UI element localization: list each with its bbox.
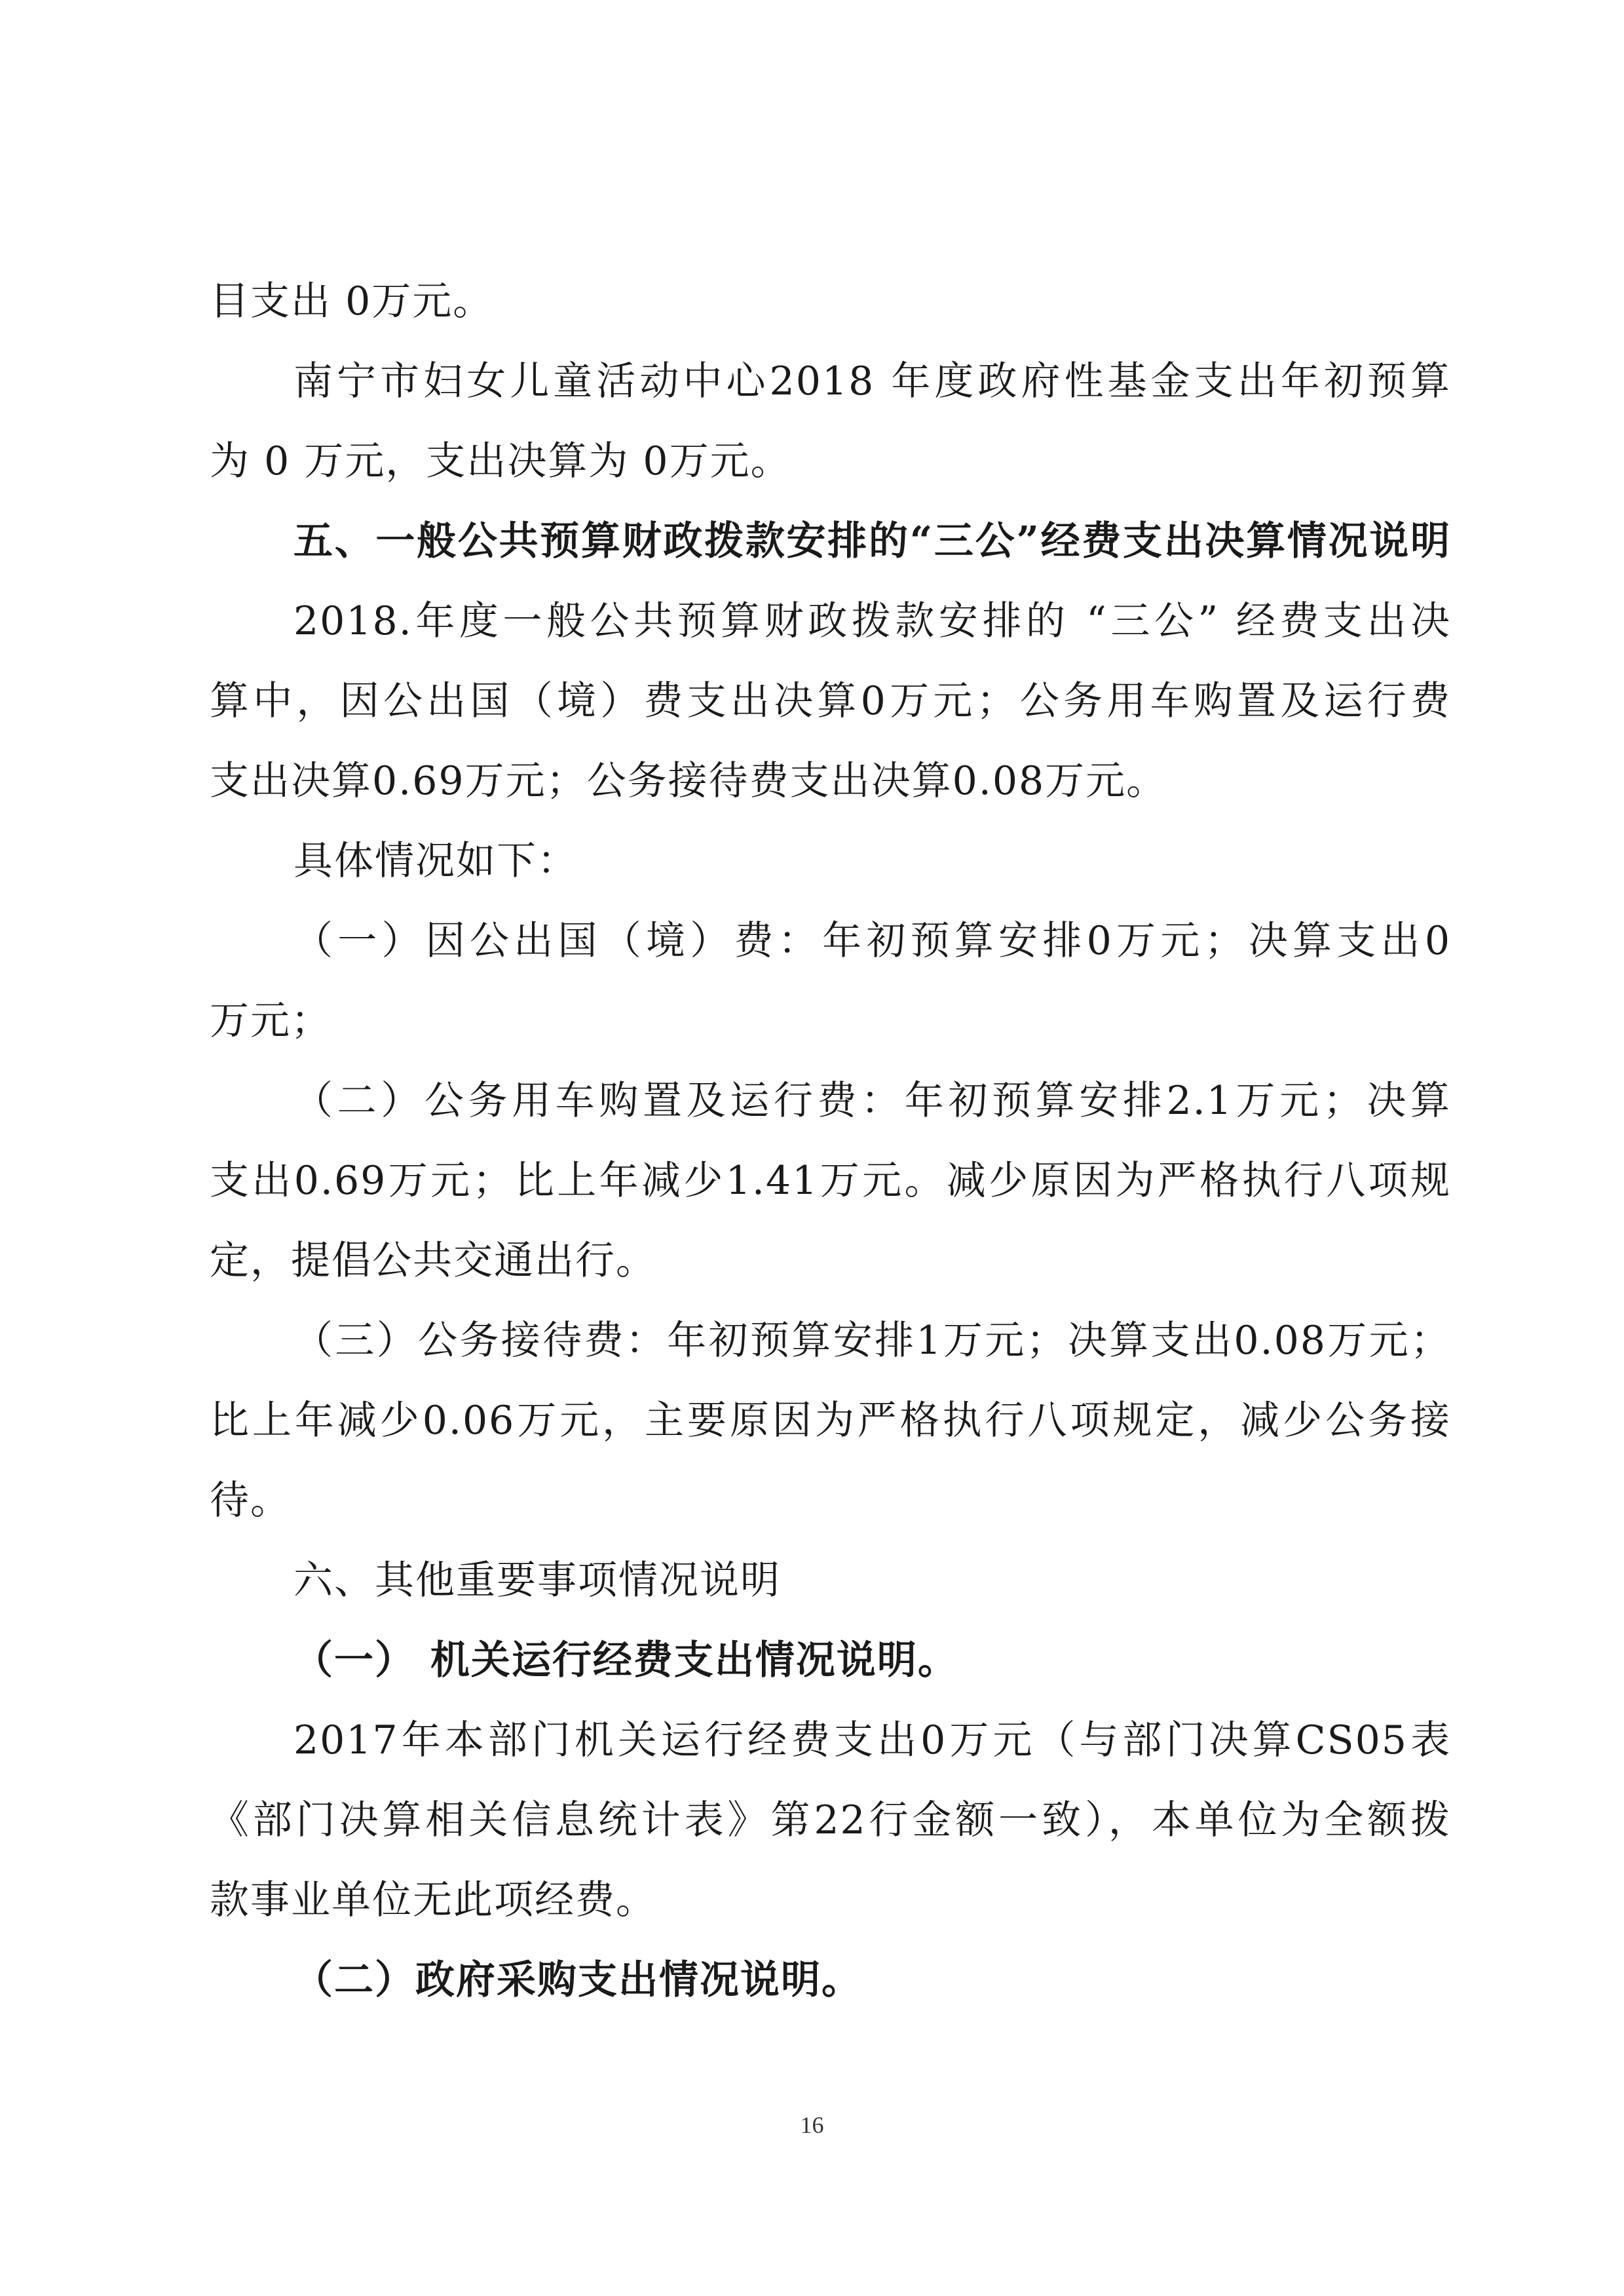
paragraph-line: （一）因公出国（境）费：年初预算安排0万元；决算支出0 xyxy=(293,918,1451,964)
section-heading: 六、其他重要事项情况说明 xyxy=(293,1558,781,1603)
paragraph-line: 支出决算0.69万元；公务接待费支出决算0.08万元。 xyxy=(210,758,1167,804)
paragraph-line: 南宁市妇女儿童活动中心2018 年度政府性基金支出年初预算 xyxy=(293,358,1451,404)
paragraph-line: 2017年本部门机关运行经费支出0万元（与部门决算CS05表 xyxy=(293,1717,1451,1763)
subsection-heading: （一） 机关运行经费支出情况说明。 xyxy=(293,1637,958,1683)
section-heading: 五、一般公共预算财政拨款安排的“三公”经费支出决算情况说明 xyxy=(293,518,1451,564)
paragraph-line: 支出0.69万元；比上年减少1.41万元。减少原因为严格执行八项规 xyxy=(210,1158,1451,1204)
paragraph-line: 定，提倡公共交通出行。 xyxy=(210,1238,656,1284)
paragraph-line: 目支出 0万元。 xyxy=(210,278,494,324)
page-number: 16 xyxy=(800,2112,824,2138)
paragraph-line: 万元； xyxy=(210,998,331,1044)
subsection-heading: （二）政府采购支出情况说明。 xyxy=(293,1957,862,2003)
paragraph-line: 2018.年度一般公共预算财政拨款安排的 “三公” 经费支出决 xyxy=(293,598,1451,644)
paragraph-line: 《部门决算相关信息统计表》第22行金额一致），本单位为全额拨 xyxy=(210,1797,1451,1843)
paragraph-line: 算中，因公出国（境）费支出决算0万元；公务用车购置及运行费 xyxy=(210,678,1451,724)
paragraph-line: 款事业单位无此项经费。 xyxy=(210,1877,656,1923)
paragraph-line: （三）公务接待费：年初预算安排1万元；决算支出0.08万元； xyxy=(293,1318,1451,1364)
paragraph-line: （二）公务用车购置及运行费：年初预算安排2.1万元；决算 xyxy=(293,1078,1451,1124)
paragraph-line: 待。 xyxy=(210,1478,291,1523)
paragraph-line: 具体情况如下： xyxy=(293,838,578,884)
paragraph-line: 为 0 万元，支出决算为 0万元。 xyxy=(210,438,791,484)
paragraph-line: 比上年减少0.06万元，主要原因为严格执行八项规定，减少公务接 xyxy=(210,1398,1451,1444)
